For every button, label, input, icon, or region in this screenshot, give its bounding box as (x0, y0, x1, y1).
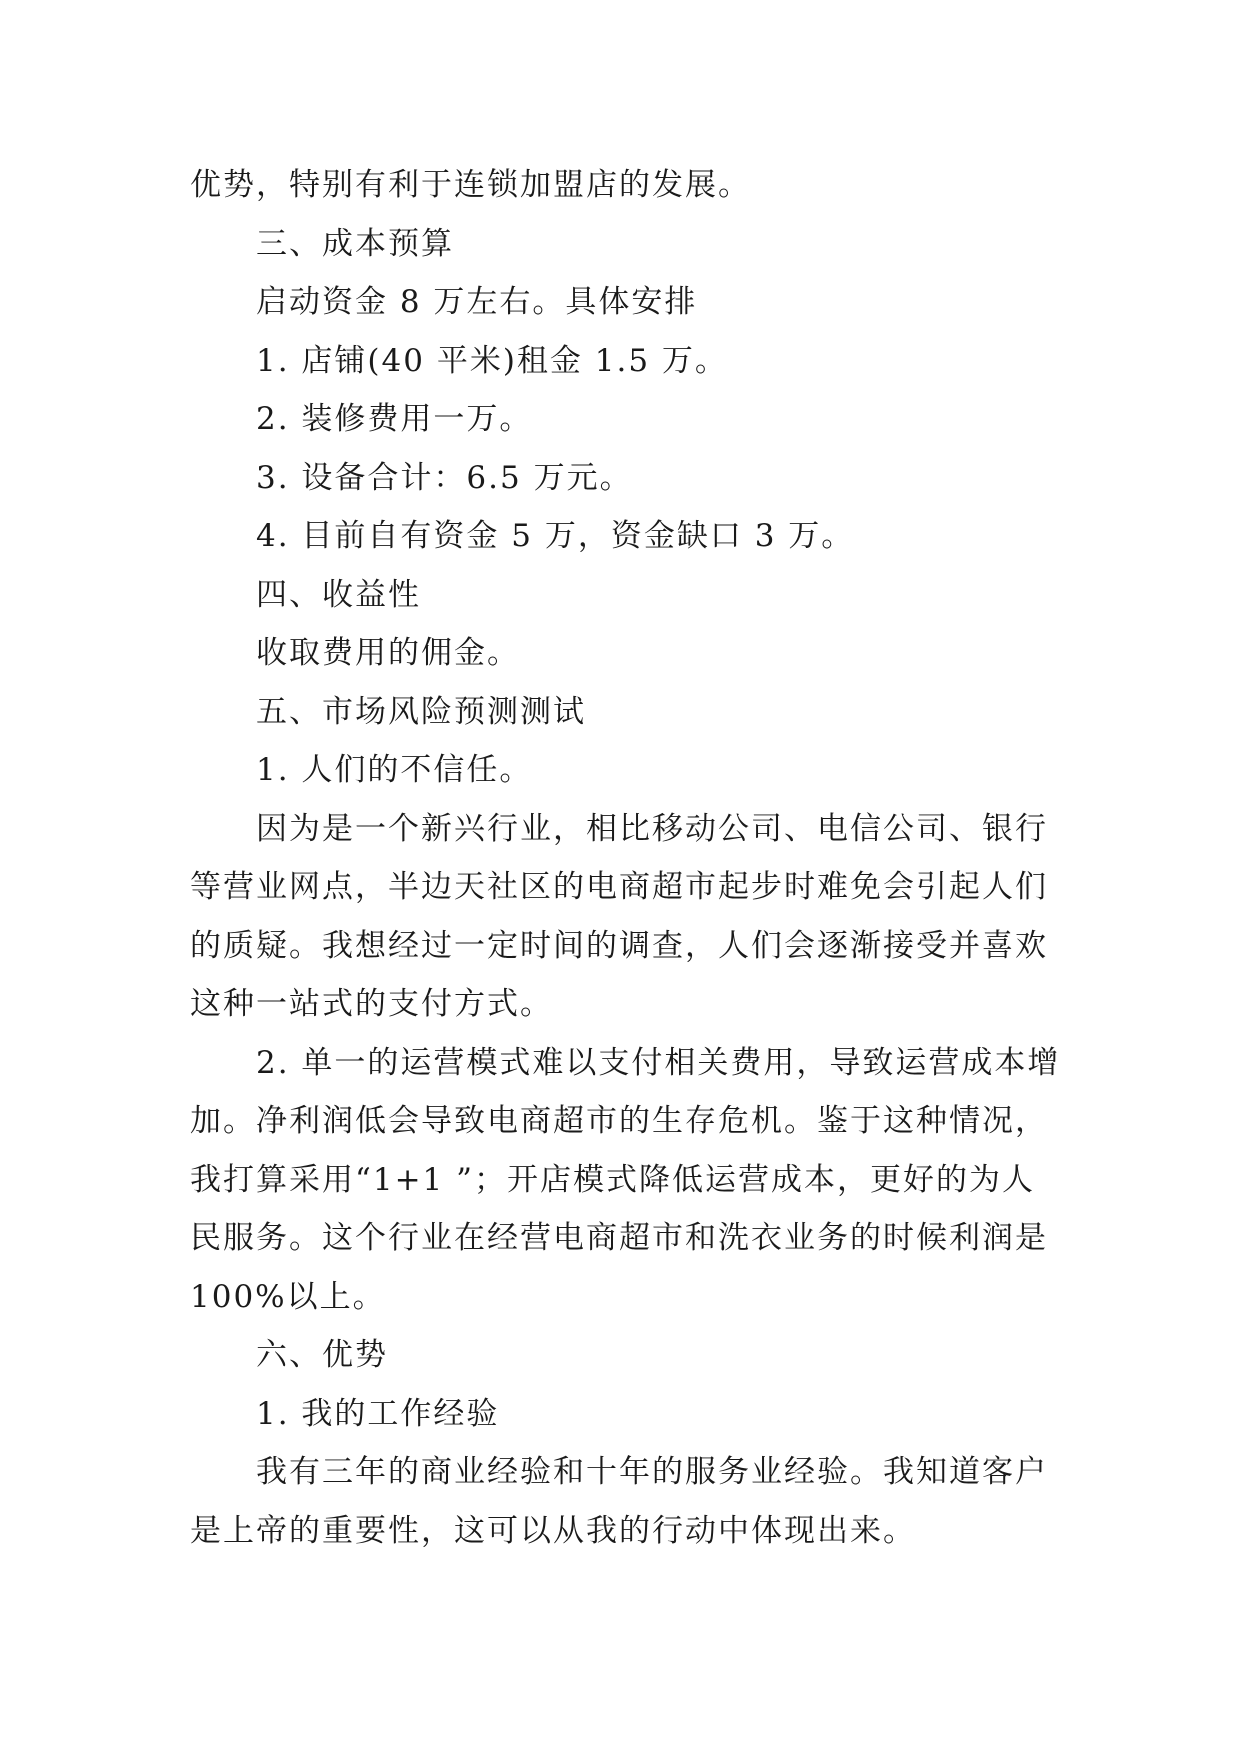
document-body (190, 156, 1061, 1560)
body-line-3: 启动资金 8 万左右。具体安排 (256, 284, 698, 320)
body-line-18: 我打算采用“1+1 ”；开店模式降低运营成本，更好的为人 (190, 1161, 1035, 1198)
body-line-14: 的质疑。我想经过一定时间的调查，人们会逐渐接受并喜欢 (190, 927, 1048, 964)
list-item-3: 3. 设备合计：6.5 万元。 (256, 459, 633, 496)
body-line-13: 等营业网点，半边天社区的电商超市起步时难免会引起人们 (190, 869, 1048, 905)
list-item-2: 2. 装修费用一万。 (256, 401, 533, 437)
section-heading-market-risk: 五、市场风险预测测试 (256, 693, 586, 730)
body-line-17: 加。净利润低会导致电商超市的生存危机。鉴于这种情况， (190, 1103, 1048, 1139)
body-line-12: 因为是一个新兴行业，相比移动公司、电信公司、银行 (256, 810, 1048, 847)
body-line-23: 我有三年的商业经验和十年的服务业经验。我知道客户 (256, 1454, 1048, 1490)
list-item-work-experience: 1. 我的工作经验 (256, 1395, 500, 1432)
section-heading-advantages: 六、优势 (256, 1337, 388, 1373)
list-item-distrust: 1. 人们的不信任。 (256, 752, 533, 788)
body-line-19: 民服务。这个行业在经营电商超市和洗衣业务的时候利润是 (190, 1220, 1048, 1256)
section-heading-cost-budget: 三、成本预算 (256, 225, 454, 262)
list-item-4: 4. 目前自有资金 5 万，资金缺口 3 万。 (256, 518, 855, 554)
body-line-20: 100%以上。 (190, 1278, 386, 1315)
body-line-24: 是上帝的重要性，这可以从我的行动中体现出来。 (190, 1512, 916, 1549)
list-item-1: 1. 店铺(40 平米)租金 1.5 万。 (256, 342, 728, 379)
list-item-single-model: 2. 单一的运营模式难以支付相关费用，导致运营成本增 (256, 1044, 1061, 1081)
body-line-1: 优势，特别有利于连锁加盟店的发展。 (190, 167, 751, 203)
body-line-9: 收取费用的佣金。 (256, 635, 520, 671)
body-line-15: 这种一站式的支付方式。 (190, 986, 553, 1022)
section-heading-profitability: 四、收益性 (256, 576, 421, 613)
